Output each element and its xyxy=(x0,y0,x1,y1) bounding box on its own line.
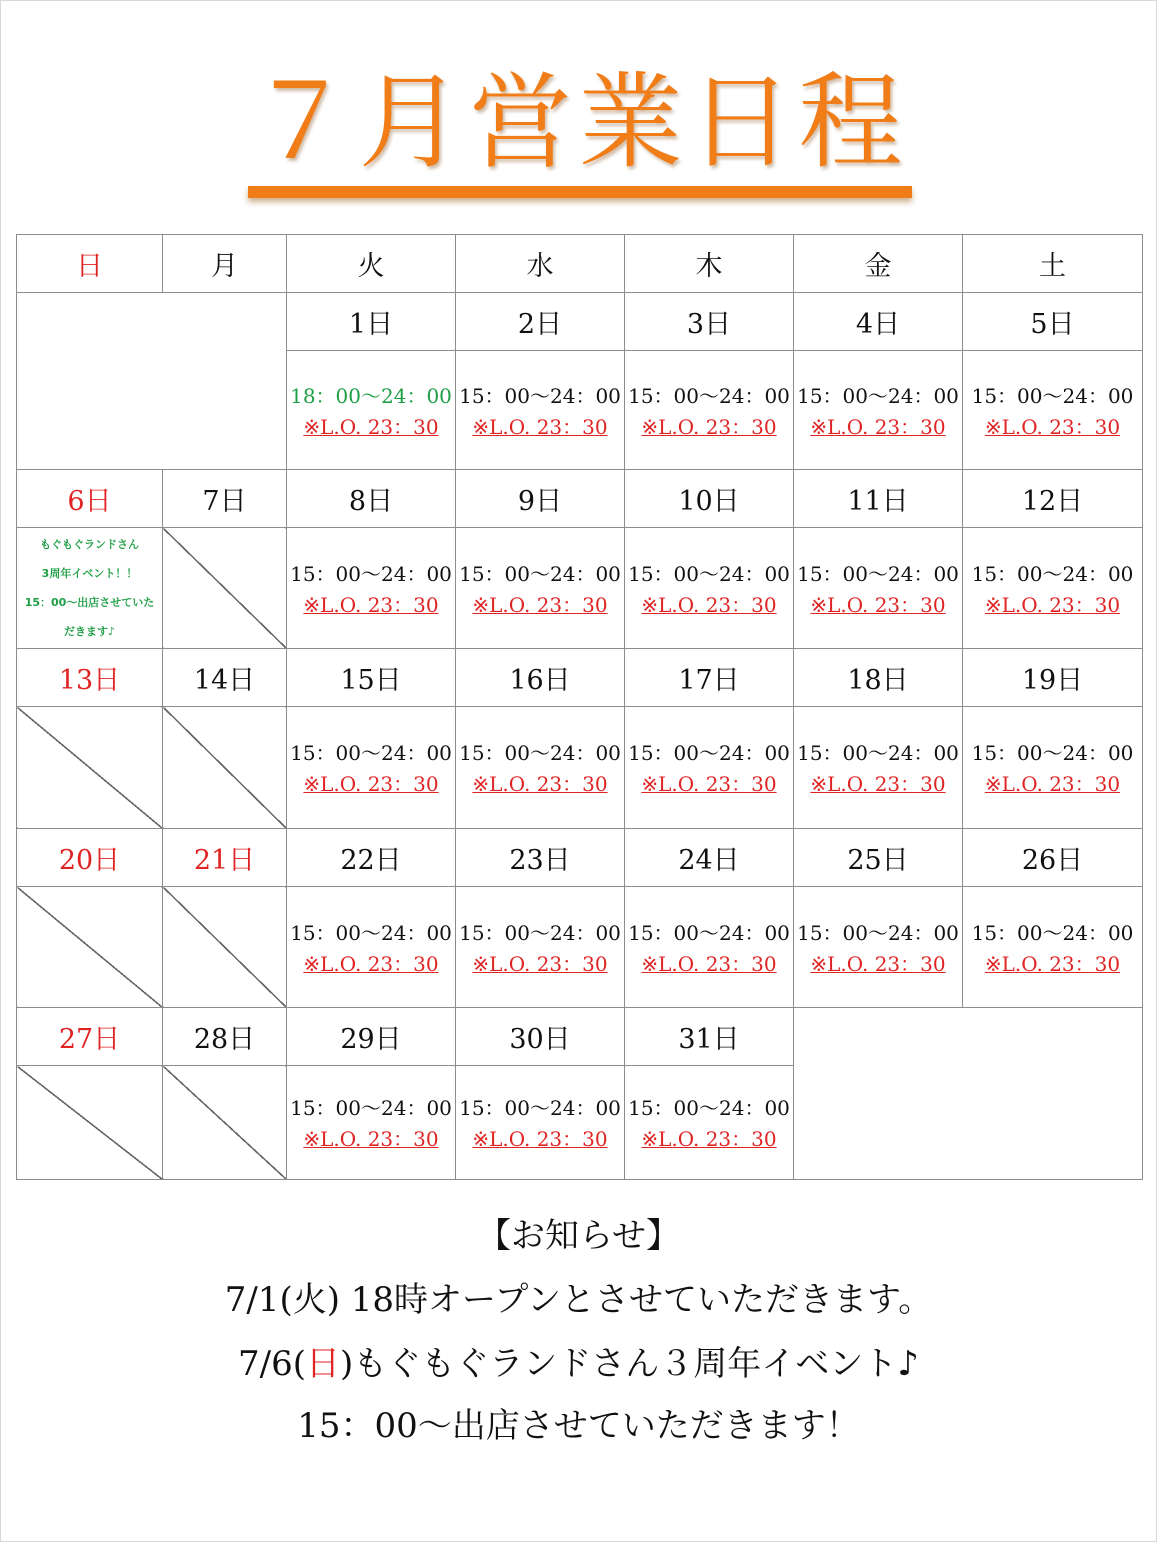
last-order: ※L.O. 23：30 xyxy=(810,592,946,617)
last-order: ※L.O. 23：30 xyxy=(641,414,777,439)
date-cell: 22日 xyxy=(287,829,456,887)
hours-cell xyxy=(963,351,1143,470)
last-order: ※L.O. 23：30 xyxy=(303,1127,439,1151)
date-cell: 8日 xyxy=(287,470,456,528)
empty-cell xyxy=(17,293,287,470)
closed-cell xyxy=(17,707,163,829)
hours-cell xyxy=(456,528,625,649)
last-order: ※L.O. 23：30 xyxy=(472,592,608,617)
week3-date-row xyxy=(17,649,1143,707)
event-line: 3周年イベント！！ xyxy=(41,567,138,580)
last-order: ※L.O. 23：30 xyxy=(984,414,1121,439)
last-order: ※L.O. 23：30 xyxy=(472,772,608,796)
closed-cell xyxy=(163,707,287,829)
last-order: ※L.O. 23：30 xyxy=(641,772,777,796)
hours-cell xyxy=(456,887,625,1008)
date-cell-sunday: 27日 xyxy=(17,1008,163,1066)
week5-date-row xyxy=(17,1008,1143,1066)
date-cell: 18日 xyxy=(794,649,963,707)
hours-cell xyxy=(287,707,456,829)
hours-cell xyxy=(456,351,625,470)
last-order: ※L.O. 23：30 xyxy=(303,414,439,439)
open-hours: 15：00〜24：00 xyxy=(290,741,452,765)
hours-cell xyxy=(625,351,794,470)
open-hours: 15：00〜24：00 xyxy=(290,561,452,586)
notice-line-2-day: 日 xyxy=(306,1344,340,1384)
hours-cell xyxy=(287,351,456,470)
empty-cell xyxy=(794,1008,1143,1180)
last-order: ※L.O. 23：30 xyxy=(810,414,946,439)
hours-cell xyxy=(963,528,1143,649)
closed-cell xyxy=(17,1066,163,1180)
date-cell: 19日 xyxy=(963,649,1143,707)
open-hours: 15：00〜24：00 xyxy=(628,561,790,586)
date-cell: 29日 xyxy=(287,1008,456,1066)
event-line: だきます♪ xyxy=(63,625,116,638)
event-line: 15：00〜出店させていた xyxy=(24,596,155,609)
last-order: ※L.O. 23：30 xyxy=(472,414,608,439)
weekday-wed: 水 xyxy=(456,235,625,293)
last-order: ※L.O. 23：30 xyxy=(810,772,946,796)
notice-line-2 xyxy=(0,1336,1157,1385)
last-order: ※L.O. 23：30 xyxy=(472,951,608,976)
calendar-table xyxy=(16,234,1143,1180)
date-cell: 14日 xyxy=(163,649,287,707)
week3-hours-row xyxy=(17,707,1143,829)
closed-cell xyxy=(17,887,163,1008)
notice-heading: 【お知らせ】 xyxy=(477,1216,680,1256)
weekday-header-row xyxy=(17,235,1143,293)
special-open-hours: 18：00〜24：00 xyxy=(290,383,452,408)
open-hours: 15：00〜24：00 xyxy=(971,383,1134,408)
last-order: ※L.O. 23：30 xyxy=(984,592,1121,617)
open-hours: 15：00〜24：00 xyxy=(797,741,959,765)
open-hours: 15：00〜24：00 xyxy=(628,1096,790,1120)
date-cell: 12日 xyxy=(963,470,1143,528)
hours-cell xyxy=(625,707,794,829)
open-hours: 15：00〜24：00 xyxy=(971,920,1134,945)
last-order: ※L.O. 23：30 xyxy=(303,592,439,617)
weekday-tue: 火 xyxy=(287,235,456,293)
closed-cell xyxy=(163,1066,287,1180)
week4-hours-row xyxy=(17,887,1143,1008)
date-cell: 16日 xyxy=(456,649,625,707)
event-cell xyxy=(17,528,163,649)
date-cell: 26日 xyxy=(963,829,1143,887)
open-hours: 15：00〜24：00 xyxy=(971,741,1134,765)
date-cell: 30日 xyxy=(456,1008,625,1066)
open-hours: 15：00〜24：00 xyxy=(971,561,1134,586)
date-cell: 5日 xyxy=(963,293,1143,351)
date-cell: 3日 xyxy=(625,293,794,351)
hours-cell xyxy=(456,707,625,829)
open-hours: 15：00〜24：00 xyxy=(797,383,959,408)
hours-cell xyxy=(625,528,794,649)
open-hours: 15：00〜24：00 xyxy=(459,741,621,765)
notice-line-1: 7/1(火) 18時オープンとさせていただきます。 xyxy=(224,1280,933,1320)
weekday-thu: 木 xyxy=(625,235,794,293)
date-cell: 4日 xyxy=(794,293,963,351)
date-cell: 10日 xyxy=(625,470,794,528)
weekday-sun: 日 xyxy=(17,235,163,293)
date-cell-sunday: 13日 xyxy=(17,649,163,707)
closed-cell xyxy=(163,528,287,649)
last-order: ※L.O. 23：30 xyxy=(303,951,439,976)
open-hours: 15：00〜24：00 xyxy=(797,561,959,586)
hours-cell xyxy=(625,887,794,1008)
open-hours: 15：00〜24：00 xyxy=(459,920,621,945)
open-hours: 15：00〜24：00 xyxy=(459,561,621,586)
notice-line-2-suffix: )もぐもぐランドさん３周年イベント♪ xyxy=(340,1344,919,1384)
date-cell: 11日 xyxy=(794,470,963,528)
last-order: ※L.O. 23：30 xyxy=(984,772,1121,796)
week4-date-row xyxy=(17,829,1143,887)
page-title: ７月営業日程 xyxy=(248,61,909,183)
date-cell: 7日 xyxy=(163,470,287,528)
hours-cell xyxy=(963,707,1143,829)
hours-cell xyxy=(794,351,963,470)
open-hours: 15：00〜24：00 xyxy=(459,1096,621,1120)
hours-cell xyxy=(287,528,456,649)
date-cell: 25日 xyxy=(794,829,963,887)
date-cell: 31日 xyxy=(625,1008,794,1066)
date-cell: 24日 xyxy=(625,829,794,887)
weekday-sat: 土 xyxy=(963,235,1143,293)
last-order: ※L.O. 23：30 xyxy=(641,951,777,976)
last-order: ※L.O. 23：30 xyxy=(984,951,1121,976)
week2-hours-row xyxy=(17,528,1143,649)
date-cell-sunday: 6日 xyxy=(17,470,163,528)
hours-cell xyxy=(287,887,456,1008)
date-cell: 9日 xyxy=(456,470,625,528)
last-order: ※L.O. 23：30 xyxy=(303,772,439,796)
last-order: ※L.O. 23：30 xyxy=(810,951,946,976)
date-cell: 28日 xyxy=(163,1008,287,1066)
open-hours: 15：00〜24：00 xyxy=(628,741,790,765)
closed-cell xyxy=(163,887,287,1008)
event-line: もぐもぐランドさん xyxy=(40,538,139,551)
hours-cell xyxy=(456,1066,625,1180)
week2-date-row xyxy=(17,470,1143,528)
open-hours: 15：00〜24：00 xyxy=(628,920,790,945)
notice-line-3: 15：00〜出店させていただきます！ xyxy=(297,1406,860,1446)
hours-cell xyxy=(794,528,963,649)
last-order: ※L.O. 23：30 xyxy=(472,1127,608,1151)
date-cell: 1日 xyxy=(287,293,456,351)
date-cell-holiday: 21日 xyxy=(163,829,287,887)
open-hours: 15：00〜24：00 xyxy=(290,1096,452,1120)
date-cell: 2日 xyxy=(456,293,625,351)
weekday-mon: 月 xyxy=(163,235,287,293)
hours-cell xyxy=(963,887,1143,1008)
hours-cell xyxy=(794,707,963,829)
hours-cell xyxy=(625,1066,794,1180)
open-hours: 15：00〜24：00 xyxy=(459,383,621,408)
title-underline xyxy=(248,186,912,198)
hours-cell xyxy=(794,887,963,1008)
notice-line-2-prefix: 7/6( xyxy=(238,1344,306,1384)
date-cell: 17日 xyxy=(625,649,794,707)
date-cell-sunday: 20日 xyxy=(17,829,163,887)
open-hours: 15：00〜24：00 xyxy=(797,920,959,945)
weekday-fri: 金 xyxy=(794,235,963,293)
date-cell: 23日 xyxy=(456,829,625,887)
week1-date-row xyxy=(17,293,1143,351)
last-order: ※L.O. 23：30 xyxy=(641,592,777,617)
date-cell: 15日 xyxy=(287,649,456,707)
open-hours: 15：00〜24：00 xyxy=(290,920,452,945)
last-order: ※L.O. 23：30 xyxy=(641,1127,777,1151)
hours-cell xyxy=(287,1066,456,1180)
open-hours: 15：00〜24：00 xyxy=(628,383,790,408)
